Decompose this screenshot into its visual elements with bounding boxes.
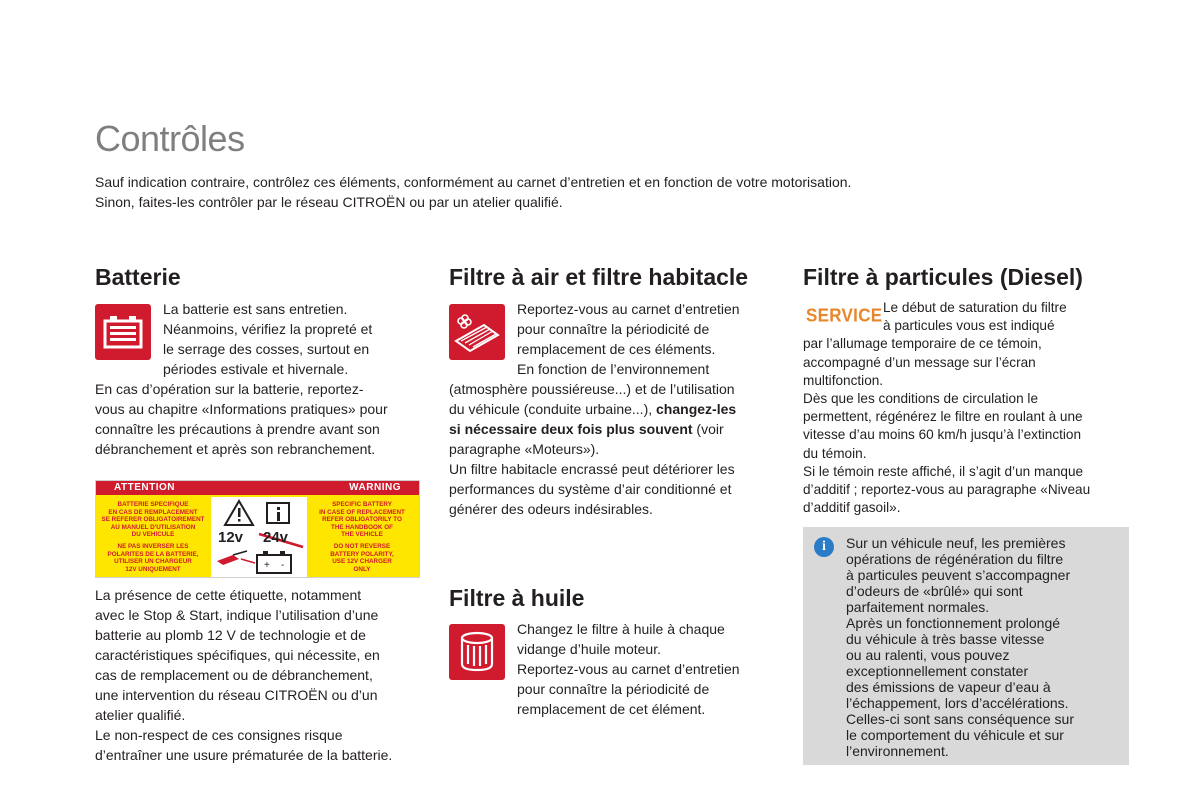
text-line: le comportement du véhicule et sur [846,727,1064,743]
text-line: Reportez-vous au carnet d’entretien [517,301,740,317]
text-line: Le non-respect de ces consignes risque [95,727,343,743]
text-line: cas de remplacement ou de débranchement, [95,667,373,683]
label-line: REFER OBLIGATORILY TO [322,516,402,523]
text-line: En cas d’opération sur la batterie, reportez- [95,381,364,397]
label-line: UTILISER UN CHARGEUR [114,558,192,565]
text-line: du témoin. [803,445,867,461]
label-line: DU VEHICULE [131,531,175,538]
text-line: à particules peuvent s’accompagner [846,567,1071,583]
filtre-huile-text [449,619,779,719]
label-attention: ATTENTION [114,482,175,493]
filtre-air-heading: Filtre à air et filtre habitacle [449,264,749,290]
text-line: Si le témoin reste affiché, il s’agit d’un manque [803,463,1084,479]
text-line: une intervention du réseau CITROËN ou d’un [95,687,378,703]
text-line: remplacement de ces éléments. [517,341,716,357]
text-line: caractéristiques spécifiques, qui nécessite, en [95,647,380,663]
label-line: USE 12V CHARGER [332,558,392,565]
text-bold: si nécessaire deux fois plus souvent [449,421,693,437]
text-line: (atmosphère poussiéreuse...) et de l’utilisation [449,381,735,397]
label-line: POLARITES DE LA BATTERIE, [107,550,199,558]
info-note-text [846,535,1126,759]
text-line [449,419,779,439]
text-line: Dès que les conditions de circulation le [803,391,1039,407]
text-line: Sur un véhicule neuf, les premières [846,535,1066,551]
text-line: d’additif ; reportez-vous au paragraphe «Niveau [803,482,1091,498]
label-line: IN CASE OF REPLACEMENT [319,508,405,516]
text-line: par l’allumage temporaire de ce témoin, [803,336,1042,352]
text-line: d’entraîner une usure prématurée de la batterie. [95,747,393,763]
text-line: Un filtre habitacle encrassé peut détériorer les [449,461,735,477]
label-12v: 12v [218,529,244,546]
battery-warning-label [95,480,420,578]
filtre-particules-heading: Filtre à particules (Diesel) [803,264,1083,290]
label-line: BATTERY POLARITY, [330,550,394,558]
label-line: THE VEHICLE [341,531,383,538]
text-line: batterie au plomb 12 V de technologie et de [95,627,366,643]
batterie-p2 [95,379,425,459]
text-line: ou au ralenti, vous pouvez [846,647,1010,663]
filtre-particules-p1-ind [803,299,1133,335]
text-line: périodes estivale et hivernale. [163,361,349,377]
text-line: d’odeurs de «brûlé» qui sont [846,583,1023,599]
text-line: permettent, régénérez le filtre en roulant à une [803,409,1083,425]
text-line: l’échappement, lors d’accélérations. [846,695,1069,711]
filtre-particules-p2 [803,390,1133,463]
text-bold: changez-les [656,401,737,417]
text-line: débranchement et après son rebranchement. [95,441,376,457]
label-line: BATTERIE SPECIFIQUE [117,501,189,508]
text-line: Après un fonctionnement prolongé [846,615,1061,631]
label-line: 12V UNIQUEMENT [125,565,181,573]
label-fr-top [99,501,207,539]
text-line: La batterie est sans entretien. [163,301,348,317]
filtre-air-text [449,299,779,519]
text-line: vitesse d’au moins 60 km/h jusqu’à l’extinction [803,427,1082,443]
text-line: du véhicule à très basse vitesse [846,631,1045,647]
label-24v: 24v [263,529,289,546]
label-line: SE REFERER OBLIGATOIREMENT [101,516,205,523]
text-line: avec le Stop & Start, indique l’utilisation d’une [95,607,379,623]
batterie-p3 [95,585,435,725]
label-header-bar [96,481,419,495]
text-line: à particules vous est indiqué [883,318,1055,334]
text-span: du véhicule (conduite urbaine...), [449,401,657,417]
text-line [449,399,779,419]
text-line: générer des odeurs indésirables. [449,501,653,517]
filtre-huile-p1 [449,619,779,719]
batterie-text [95,299,425,459]
text-line: l’environnement. [846,743,949,759]
text-line: accompagné d’un message sur l’écran [803,354,1036,370]
text-line: vous au chapitre «Informations pratiques» pour [95,401,388,417]
label-fr-bottom [99,543,207,573]
batterie-heading: Batterie [95,264,181,290]
text-line: pour connaître la périodicité de [517,681,710,697]
text-line: Changez le filtre à huile à chaque [517,621,725,637]
text-line: exceptionnellement constater [846,663,1029,679]
label-line: ONLY [353,565,371,573]
text-line: parfaitement normales. [846,599,990,615]
text-line: vidange d’huile moteur. [517,641,661,657]
label-line: SPECIFIC BATTERY [332,501,392,508]
info-note-box [803,527,1129,765]
service-warning-icon: SERVICE [806,305,883,326]
batterie-p4 [95,725,435,765]
text-span: (voir [692,421,724,437]
label-pictogram-panel [211,497,307,577]
text-line: paragraphe «Moteurs»). [449,441,600,457]
batterie-p1 [95,299,425,379]
text-line: performances du système d’air conditionné et [449,481,732,497]
label-line: AU MANUEL D'UTILISATION [110,523,196,531]
filtre-air-p1 [449,299,779,379]
label-line: NE PAS INVERSER LES [117,543,189,550]
label-warning: WARNING [349,482,401,493]
text-line: Néanmoins, vérifiez la propreté et [163,321,373,337]
text-line: opérations de régénération du filtre [846,551,1064,567]
text-line: En fonction de l’environnement [517,361,710,377]
text-line: Celles-ci sont sans conséquence sur [846,711,1075,727]
svg-text:-: - [281,560,285,571]
intro-line: Sauf indication contraire, contrôlez ces éléments, conformément au carnet d’entretien et en fonction de votre motorisation. [95,174,852,190]
text-line: multifonction. [803,372,884,388]
filtre-air-p2 [449,459,779,519]
text-line: Le début de saturation du filtre [883,300,1067,315]
text-line: remplacement de cet élément. [517,701,706,717]
filtre-particules-text [803,299,1133,517]
label-en-top [308,501,416,539]
text-line: des émissions de vapeur d’eau à [846,679,1051,695]
text-line: pour connaître la périodicité de [517,321,710,337]
text-line: Reportez-vous au carnet d’entretien [517,661,740,677]
batterie-text-bottom [95,585,435,765]
label-line: THE HANDBOOK OF [331,523,393,531]
label-line: EN CAS DE REMPLACEMENT [108,508,198,516]
text-line: le serrage des cosses, surtout en [163,341,370,357]
info-icon: i [814,537,834,557]
svg-text:+: + [264,560,270,571]
filtre-particules-p3 [803,463,1133,518]
label-line: DO NOT REVERSE [333,543,391,550]
text-line: atelier qualifié. [95,707,186,723]
label-en-bottom [308,543,416,573]
page-title: Contrôles [95,118,245,159]
text-line: connaître les précautions à prendre avant son [95,421,380,437]
text-line: La présence de cette étiquette, notamment [95,587,362,603]
intro-line: Sinon, faites-les contrôler par le réseau CITROËN ou par un atelier qualifié. [95,194,563,210]
filtre-huile-heading: Filtre à huile [449,585,585,611]
intro-text [95,172,995,212]
text-line: d’additif gasoil». [803,500,901,516]
filtre-particules-p1 [803,335,1133,390]
